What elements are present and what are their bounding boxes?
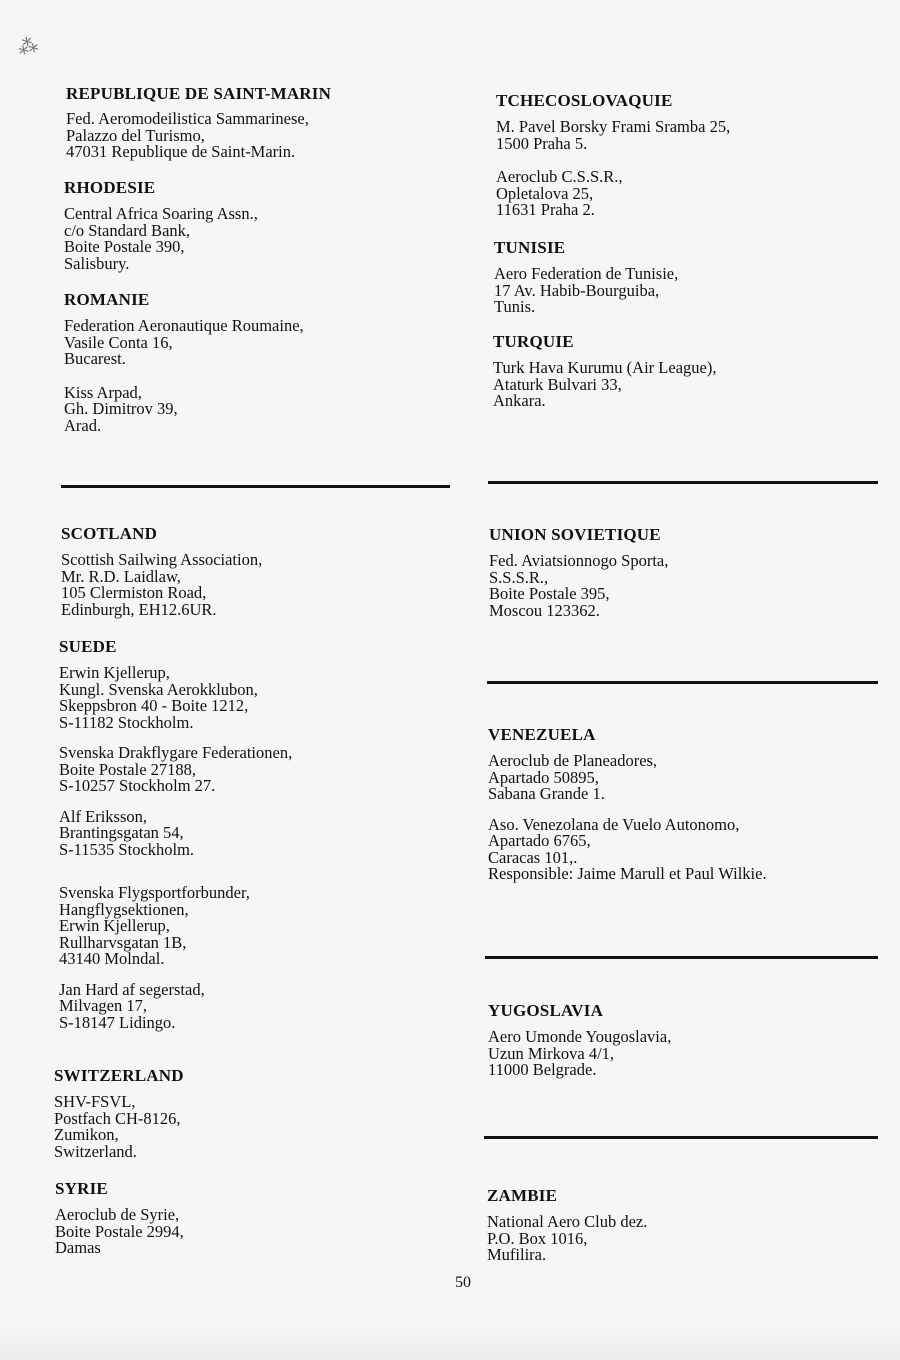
section-scotland xyxy=(61,524,461,618)
section-divider xyxy=(61,485,450,488)
address-line: Vasile Conta 16, xyxy=(64,332,173,352)
section-divider xyxy=(488,481,878,484)
address-entry xyxy=(488,753,888,803)
address-line: Kiss Arpad, xyxy=(64,382,142,402)
section-heading: SYRIE xyxy=(55,1179,108,1198)
section-divider xyxy=(487,681,878,684)
address-line: Svenska Flygsportforbunder, xyxy=(59,883,250,902)
address-entry xyxy=(488,814,888,883)
section-union-sovietique xyxy=(489,525,889,619)
section-zambie xyxy=(487,1186,887,1264)
address-line: Federation Aeronautique Roumaine, xyxy=(64,316,304,335)
address-line: Sabana Grande 1. xyxy=(488,784,605,803)
address-line: Erwin Kjellerup, xyxy=(59,663,170,682)
address-line: Ankara. xyxy=(493,391,546,410)
address-line: Palazzo del Turismo, xyxy=(66,125,205,145)
section-heading: ZAMBIE xyxy=(487,1186,558,1205)
section-saint-marin xyxy=(66,84,466,161)
section-heading: SWITZERLAND xyxy=(54,1066,184,1085)
section-yugoslavia xyxy=(488,1001,888,1079)
address-line: Mufilira. xyxy=(487,1245,547,1264)
address-line: Zumikon, xyxy=(54,1125,119,1144)
address-line: Ataturk Bulvari 33, xyxy=(493,374,622,394)
address-line: Mr. R.D. Laidlaw, xyxy=(61,566,181,586)
address-line: Turk Hava Kurumu (Air League), xyxy=(493,358,717,377)
section-tunisie xyxy=(494,238,894,316)
address-line: Aso. Venezolana de Vuelo Autonomo, xyxy=(488,814,740,834)
address-line: National Aero Club dez. xyxy=(487,1212,648,1231)
address-line: Damas xyxy=(55,1238,101,1257)
address-line: 11631 Praha 2. xyxy=(496,200,595,219)
address-line: S-11182 Stockholm. xyxy=(59,712,194,732)
section-heading: UNION SOVIETIQUE xyxy=(489,525,661,544)
address-line: Scottish Sailwing Association, xyxy=(61,550,263,569)
section-heading: SUEDE xyxy=(59,637,117,656)
address-line: Brantingsgatan 54, xyxy=(59,823,184,842)
address-line: Moscou 123362. xyxy=(489,600,600,620)
address-entry xyxy=(493,360,893,410)
address-line: P.O. Box 1016, xyxy=(487,1228,588,1248)
address-line: 11000 Belgrade. xyxy=(488,1060,597,1079)
section-divider xyxy=(485,956,878,959)
address-entry xyxy=(64,318,464,368)
page-corner-mark: ⁂ xyxy=(16,34,41,60)
address-line: 47031 Republique de Saint-Marin. xyxy=(66,142,296,161)
address-entry xyxy=(59,885,459,968)
section-heading: YUGOSLAVIA xyxy=(488,1001,604,1020)
section-venezuela xyxy=(488,725,888,883)
address-entry xyxy=(487,1214,887,1264)
address-line: S-18147 Lidingo. xyxy=(59,1012,176,1032)
address-line: Svenska Drakflygare Federationen, xyxy=(59,743,293,762)
address-line: Hangflygsektionen, xyxy=(59,899,189,919)
address-line: Gh. Dimitrov 39, xyxy=(64,399,178,418)
section-switzerland xyxy=(54,1066,454,1160)
address-line: Kungl. Svenska Aerokklubon, xyxy=(59,679,258,699)
address-line: Responsible: Jaime Marull et Paul Wilkie. xyxy=(488,864,767,883)
address-entry xyxy=(64,382,464,435)
address-line: 17 Av. Habib-Bourguiba, xyxy=(494,280,660,300)
address-entry xyxy=(66,111,466,161)
address-line: S-10257 Stockholm 27. xyxy=(59,776,216,795)
address-line: Aero Umonde Yougoslavia, xyxy=(488,1027,672,1046)
section-heading: TUNISIE xyxy=(494,238,566,257)
address-entry xyxy=(488,1029,888,1079)
address-line: SHV-FSVL, xyxy=(54,1092,136,1111)
address-line: Caracas 101,. xyxy=(488,847,578,867)
address-entry xyxy=(489,553,889,619)
address-line: Central Africa Soaring Assn., xyxy=(64,204,258,223)
section-rhodesie xyxy=(64,178,464,272)
section-heading: REPUBLIQUE DE SAINT-MARIN xyxy=(66,84,332,103)
section-heading: ROMANIE xyxy=(64,290,150,309)
page-bottom-edge xyxy=(0,1330,900,1360)
address-entry xyxy=(59,745,459,795)
section-syrie xyxy=(55,1179,455,1257)
address-entry xyxy=(55,1207,455,1257)
page-number: 50 xyxy=(455,1274,471,1291)
address-line: Apartado 50895, xyxy=(488,767,599,787)
address-line: Skeppsbron 40 - Boite 1212, xyxy=(59,696,249,715)
address-entry xyxy=(494,266,894,316)
address-line: Uzun Mirkova 4/1, xyxy=(488,1043,615,1063)
address-line: Arad. xyxy=(64,415,102,435)
address-line: Fed. Aeromodeilistica Sammarinese, xyxy=(66,109,309,128)
address-entry xyxy=(54,1094,454,1160)
section-tchecoslovaquie xyxy=(496,91,896,219)
section-divider xyxy=(484,1136,878,1139)
section-turquie xyxy=(493,332,893,410)
address-line: Aeroclub C.S.S.R., xyxy=(496,167,623,186)
section-heading: TCHECOSLOVAQUIE xyxy=(496,91,673,110)
address-line: Switzerland. xyxy=(54,1141,137,1161)
address-line: Aero Federation de Tunisie, xyxy=(494,264,679,283)
address-line: M. Pavel Borsky Frami Sramba 25, xyxy=(496,117,731,136)
address-line: 105 Clermiston Road, xyxy=(61,583,207,602)
address-line: S-11535 Stockholm. xyxy=(59,839,195,859)
section-heading: TURQUIE xyxy=(493,332,574,351)
address-line: Alf Eriksson, xyxy=(59,806,147,826)
address-line: Aeroclub de Planeadores, xyxy=(488,751,658,770)
address-line: Apartado 6765, xyxy=(488,831,591,850)
section-suede xyxy=(59,637,459,1031)
address-entry xyxy=(64,206,464,272)
address-line: Opletalova 25, xyxy=(496,183,594,203)
address-line: Milvagen 17, xyxy=(59,996,147,1015)
address-line: Boite Postale 390, xyxy=(64,237,185,256)
address-line: Tunis. xyxy=(494,297,536,316)
address-line: Boite Postale 2994, xyxy=(55,1221,184,1241)
section-heading: RHODESIE xyxy=(64,178,156,197)
address-entry xyxy=(61,552,461,618)
address-line: Rullharvsgatan 1B, xyxy=(59,932,187,952)
address-entry xyxy=(59,806,459,859)
address-line: Salisbury. xyxy=(64,253,130,273)
address-line: Fed. Aviatsionnogo Sporta, xyxy=(489,551,669,570)
address-entry xyxy=(59,979,459,1032)
address-entry xyxy=(496,119,896,152)
section-heading: SCOTLAND xyxy=(61,524,158,543)
section-heading: VENEZUELA xyxy=(488,725,596,744)
address-line: 43140 Molndal. xyxy=(59,949,165,968)
address-line: 1500 Praha 5. xyxy=(496,133,588,153)
address-line: S.S.S.R., xyxy=(489,567,549,587)
address-line: Boite Postale 27188, xyxy=(59,759,197,779)
address-line: Erwin Kjellerup, xyxy=(59,916,170,935)
section-romanie xyxy=(64,290,464,434)
address-line: Edinburgh, EH12.6UR. xyxy=(61,599,217,619)
address-line: Bucarest. xyxy=(64,349,126,368)
address-line: c/o Standard Bank, xyxy=(64,220,191,240)
address-line: Jan Hard af segerstad, xyxy=(59,979,205,999)
address-line: Boite Postale 395, xyxy=(489,584,610,603)
address-line: Postfach CH-8126, xyxy=(54,1108,181,1128)
address-entry xyxy=(59,665,459,731)
address-line: Aeroclub de Syrie, xyxy=(55,1205,180,1224)
address-entry xyxy=(496,169,896,219)
